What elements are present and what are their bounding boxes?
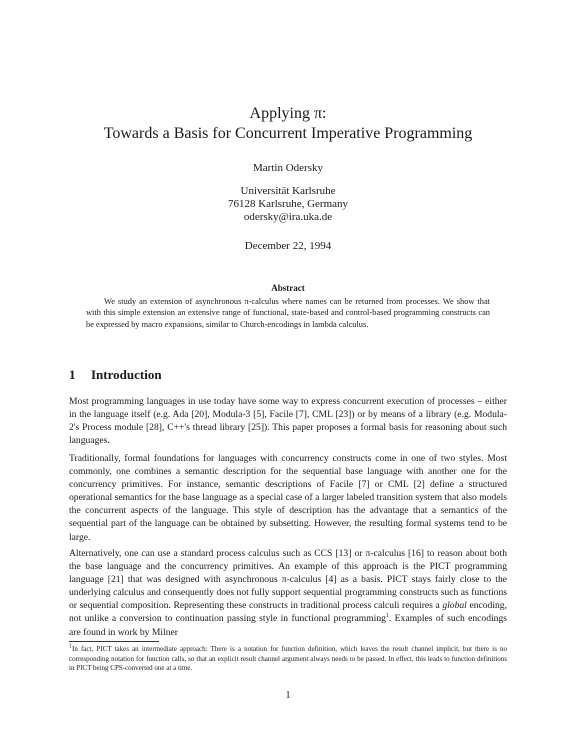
paragraph-3 xyxy=(69,547,507,639)
footnote xyxy=(69,645,507,674)
section-number: 1 xyxy=(69,367,76,382)
address: 76128 Karlsruhe, Germany xyxy=(227,198,349,210)
section-title: Introduction xyxy=(91,367,162,382)
footnote-ref: 1 xyxy=(385,613,389,620)
paper-title-line1: Applying π: xyxy=(249,105,327,122)
emphasis-global: global xyxy=(442,600,467,612)
email: odersky@ira.uka.de xyxy=(243,211,333,223)
section-heading xyxy=(69,367,162,383)
footnote-text: In fact, PICT takes an intermediate approach: There is a notation for function definition, which leaves the result channel implicit, but there is no corresponding notation for function calls, so that an explicit result channel argument always needs to be passed. In effect, this leads to function definitions in PICT being CPS-converted one at a time. xyxy=(69,645,507,673)
footnote-rule xyxy=(69,641,159,642)
paper-title-line2: Towards a Basis for Concurrent Imperative Programming xyxy=(103,125,473,142)
affiliation: Universität Karlsruhe xyxy=(240,185,336,197)
paragraph-1: Most programming languages in use today have some way to express concurrent execution of processes – either in the language itself (e.g. Ada [20], Modula-3 [5], Facile [7], CML [23]) or by means of a library (e.g. Modula-2's Process module [28], C++'s thread library [25]). This paper proposes a formal basis for reasoning about such languages. xyxy=(69,396,507,447)
paragraph-3-part-c: . Examples of such encodings are found in work by Milner xyxy=(69,613,507,638)
paragraph-2: Traditionally, formal foundations for languages with concurrency constructs come in one of two styles. Most commonly, one combines a semantic description for the sequential base language with another one for the concurrency primitives. For instance, semantic descriptions of Facile [7] or CML [2] define a structured operational semantics for the base language as a special case of a larger labeled transition system that also models the concurrent aspects of the language. This style of description has the advantage that a semantics of the sequential part of the language can be obtained by subsetting. However, the resulting formal systems tend to be large. xyxy=(69,453,507,543)
page-number: 1 xyxy=(285,690,291,701)
footnote-mark: 1 xyxy=(69,643,72,650)
paragraph-3-part-b: encoding, not unlike a conversion to continuation passing style in functional programming xyxy=(69,600,508,625)
paragraph-3-part-a: Alternatively, one can use a standard process calculus such as CCS [13] or π-calculus [16] to reason about both the base language and the concurrency primitives. An example of this approach is the PICT programming language [21] that was designed with asynchronous π-calculus [4] as a basis. PICT stays fairly close to the underlying calculus and consequently does not fully support sequential programming constructs such as functions or sequential composition. Representing these constructs in traditional process calculi requires a xyxy=(69,548,507,612)
abstract-heading: Abstract xyxy=(271,283,305,293)
author-name: Martin Odersky xyxy=(253,162,323,174)
date: December 22, 1994 xyxy=(244,240,332,252)
abstract-text: We study an extension of asynchronous π-calculus where names can be returned from processes. We show that with this simple extension an extensive range of functional, state-based and control-based programming constructs can be expressed by macro expansions, similar to Church-encodings in lambda calculus. xyxy=(86,297,490,329)
